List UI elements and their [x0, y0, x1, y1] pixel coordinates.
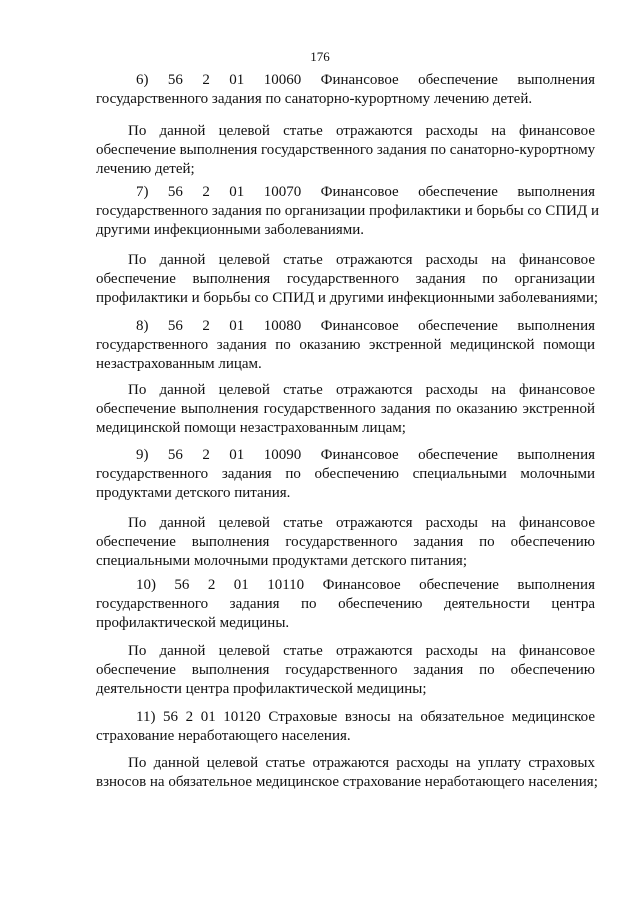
- item-10120-heading: [96, 708, 595, 746]
- text-line: По данной целевой статье отражаются расходы на финансовое: [128, 123, 595, 139]
- item-10080-description: [96, 381, 595, 438]
- item-10060-heading: [96, 71, 595, 109]
- text-line: обеспечение выполнения государственного задания по санаторно-курортному: [96, 142, 596, 158]
- item-10120-description: [96, 754, 598, 792]
- text-line: страхование неработающего населения.: [96, 728, 351, 744]
- text-line: государственного задания по оказанию экстренной медицинской помощи: [96, 337, 595, 353]
- text-line: другими инфекционными заболеваниями.: [96, 222, 364, 238]
- text-line: обеспечение выполнения государственного задания по обеспечению: [96, 662, 595, 678]
- text-line: обеспечение выполнения государственного задания по обеспечению: [96, 534, 595, 550]
- text-line: лечению детей;: [96, 161, 195, 177]
- text-line: профилактической медицины.: [96, 615, 290, 631]
- text-line: обеспечение выполнения государственного задания по оказанию экстренной: [96, 401, 595, 417]
- text-line: деятельности центра профилактической медицины;: [96, 681, 427, 697]
- item-10090-description: [96, 514, 595, 571]
- text-line: По данной целевой статье отражаются расходы на финансовое: [128, 515, 595, 531]
- item-10070-heading: [96, 183, 599, 240]
- text-line: 7) 56 2 01 10070 Финансовое обеспечение выполнения: [136, 184, 595, 200]
- text-line: 9) 56 2 01 10090 Финансовое обеспечение выполнения: [136, 447, 595, 463]
- text-line: профилактики и борьбы со СПИД и другими инфекционными заболеваниями;: [96, 290, 599, 306]
- text-line: специальными молочными продуктами детского питания;: [96, 553, 467, 569]
- text-line: По данной целевой статье отражаются расходы на финансовое: [128, 382, 595, 398]
- text-line: государственного задания по организации профилактики и борьбы со СПИД и: [96, 203, 599, 219]
- item-10060-description: [96, 122, 595, 179]
- text-line: государственного задания по обеспечению деятельности центра: [96, 596, 595, 612]
- item-10070-description: [96, 251, 599, 308]
- page-number: 176: [310, 49, 330, 64]
- text-line: государственного задания по санаторно-курортному лечению детей.: [96, 91, 533, 107]
- text-line: 8) 56 2 01 10080 Финансовое обеспечение выполнения: [136, 318, 595, 334]
- item-10090-heading: [96, 446, 595, 503]
- text-line: По данной целевой статье отражаются расходы на финансовое: [128, 252, 595, 268]
- text-line: взносов на обязательное медицинское страхование неработающего населения;: [96, 774, 598, 790]
- item-10110-description: [96, 642, 595, 699]
- item-10080-heading: [96, 317, 595, 374]
- text-line: 6) 56 2 01 10060 Финансовое обеспечение выполнения: [136, 72, 595, 88]
- text-line: 11) 56 2 01 10120 Страховые взносы на обязательное медицинское: [136, 709, 595, 725]
- text-line: 10) 56 2 01 10110 Финансовое обеспечение выполнения: [136, 577, 595, 593]
- text-line: медицинской помощи незастрахованным лицам;: [96, 420, 406, 436]
- text-line: По данной целевой статье отражаются расходы на уплату страховых: [128, 755, 595, 771]
- text-line: По данной целевой статье отражаются расходы на финансовое: [128, 643, 595, 659]
- text-line: продуктами детского питания.: [96, 485, 291, 501]
- item-10110-heading: [96, 576, 595, 633]
- text-line: обеспечение выполнения государственного задания по организации: [96, 271, 595, 287]
- text-line: незастрахованным лицам.: [96, 356, 262, 372]
- text-line: государственного задания по обеспечению специальными молочными: [96, 466, 595, 482]
